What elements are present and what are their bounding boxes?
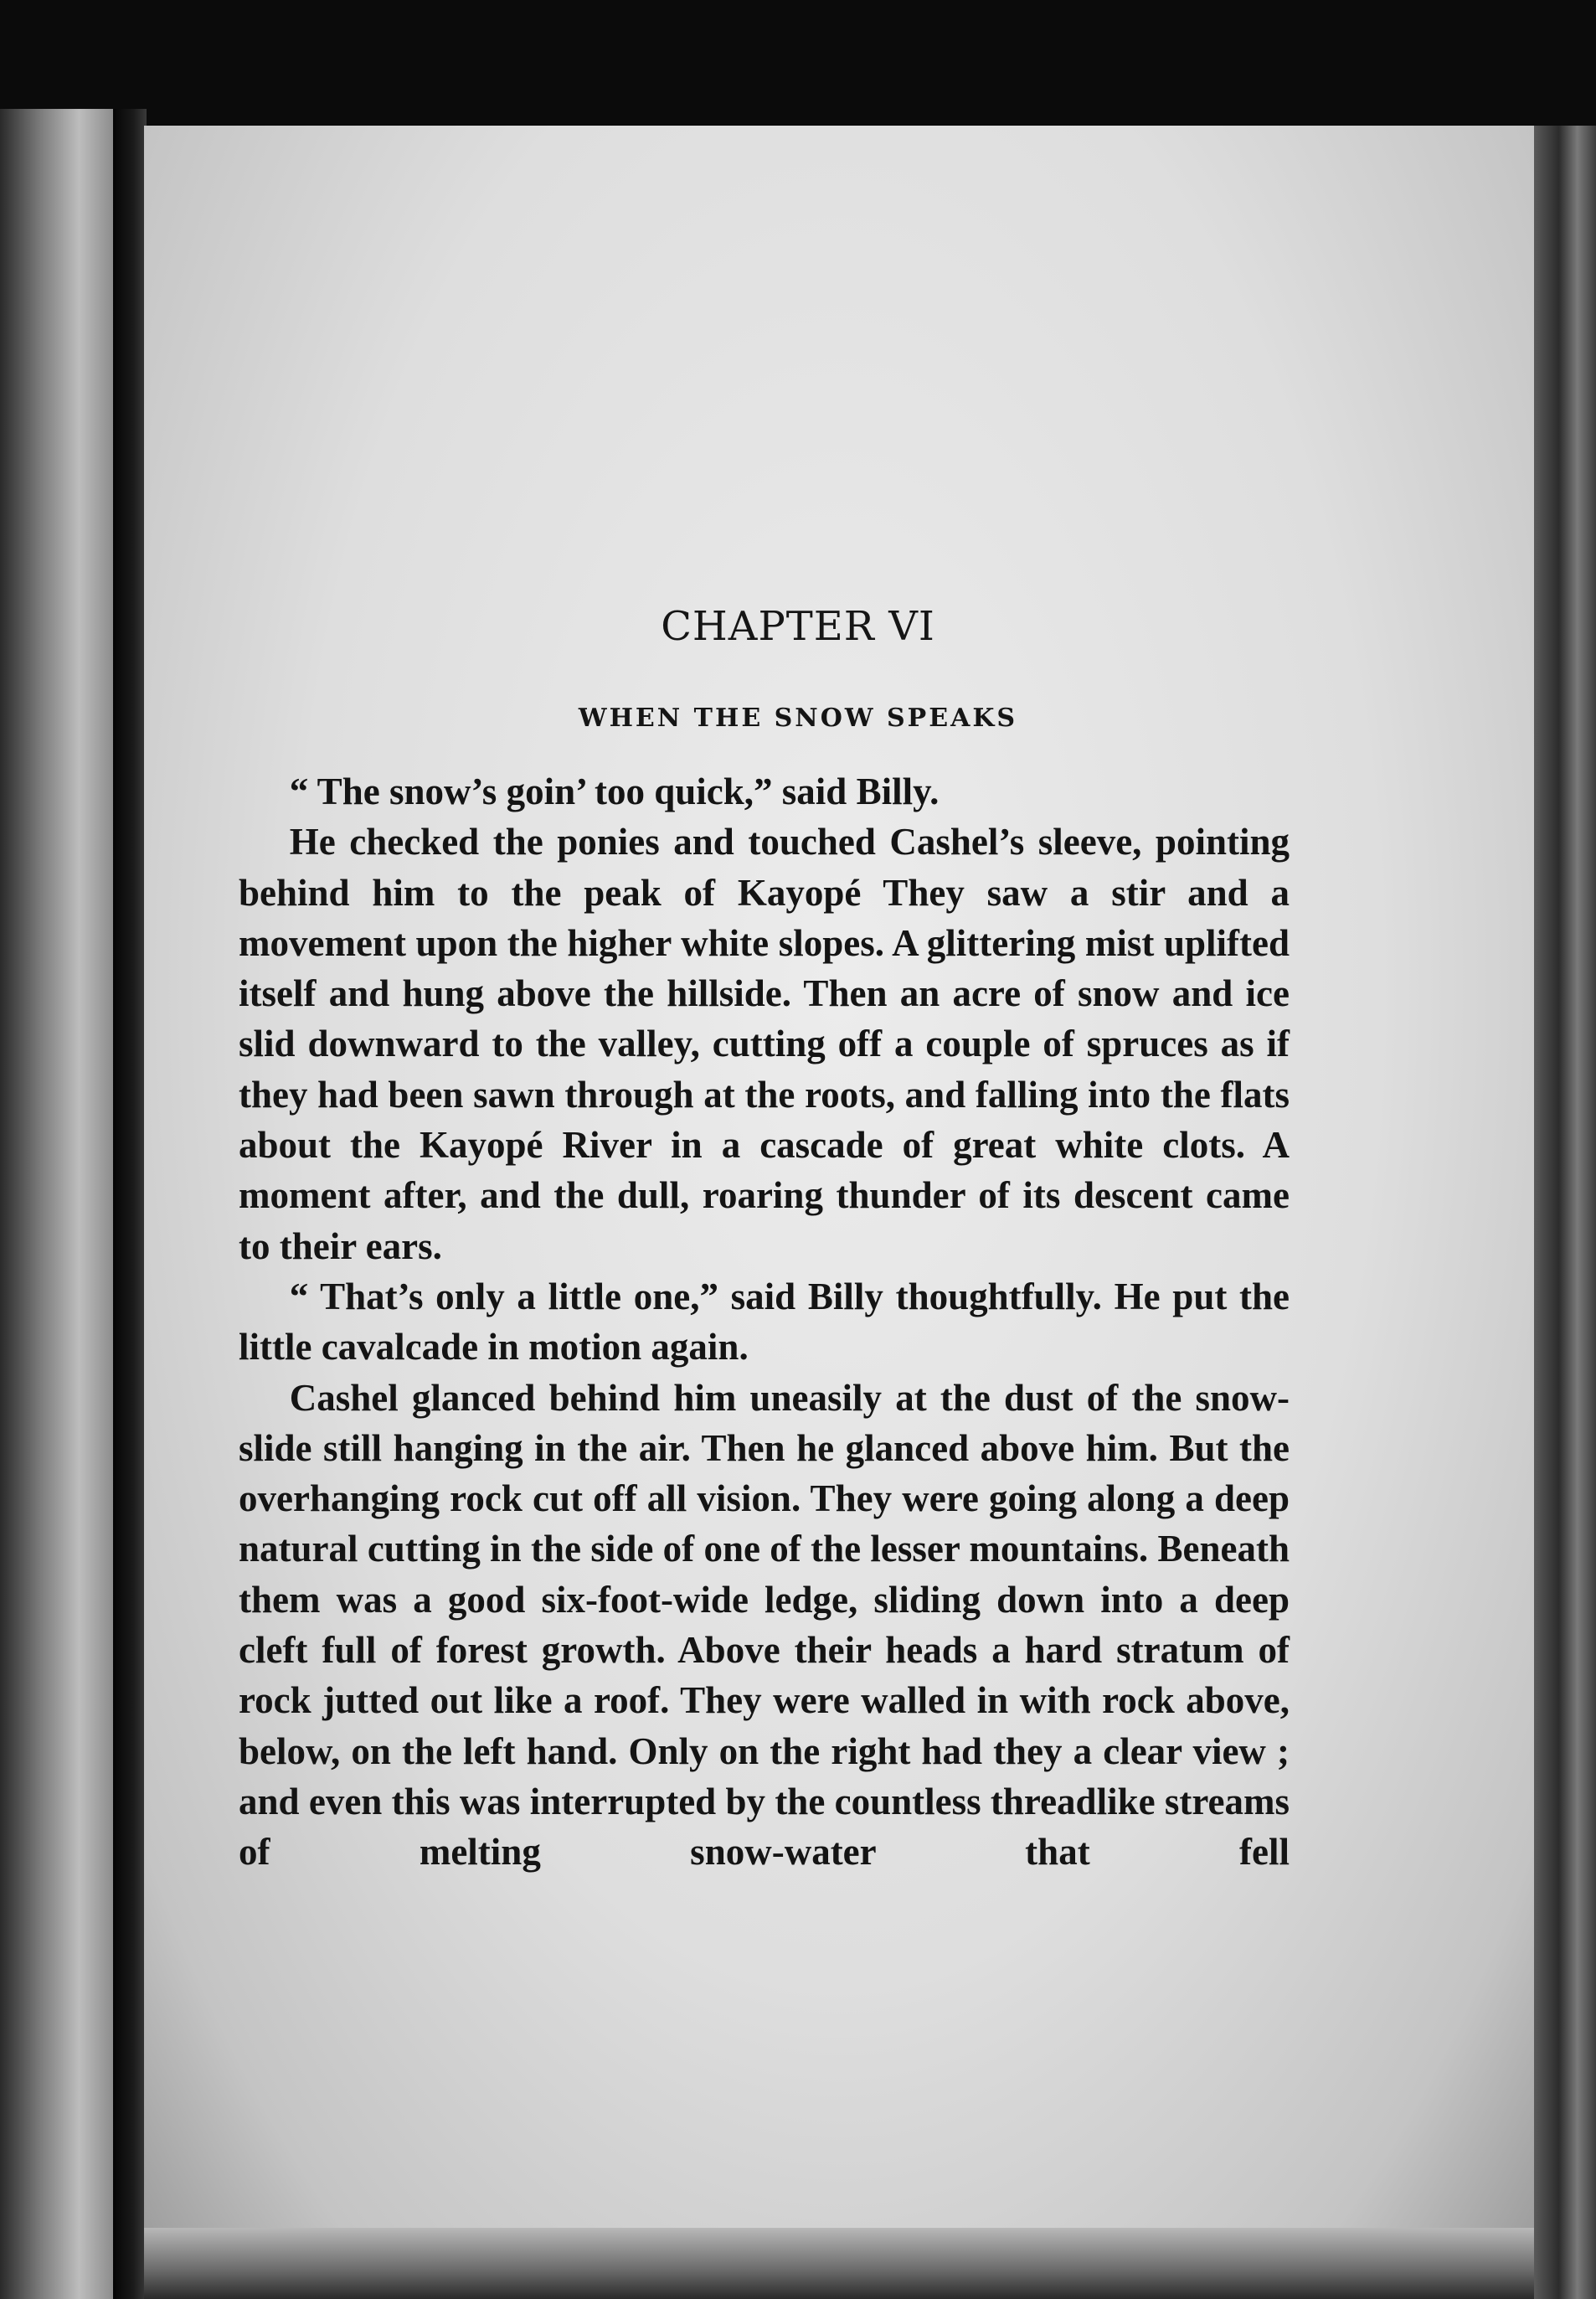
chapter-title: CHAPTER VI xyxy=(661,603,935,650)
left-page-edge xyxy=(0,109,113,2299)
paragraph: “ The snow’s goin’ too quick,” said Billy. xyxy=(289,771,940,812)
paragraph: “ That’s only a little one,” said Billy thoughtfully. He put the little cavalcade in motion again. xyxy=(239,1275,1290,1369)
body-text xyxy=(239,766,1290,1878)
chapter-subtitle: WHEN THE SNOW SPEAKS xyxy=(578,704,1018,733)
gutter-shadow xyxy=(113,109,147,2299)
paragraph: Cashel glanced behind him uneasily at the dust of the snow-slide still hanging in the air. Then he glanced above him. But the overhanging rock cut off all vision. They were going along a deep natural cutting in the side of one of the lesser mountains. Beneath them was a good six-foot-wide ledge, sliding down into a deep cleft full of forest growth. Above their heads a hard stratum of rock jutted out like a roof. They were walled in with rock above, below, on the left hand. Only on the right had they a clear view ; and even this was interrupted by the countless threadlike streams of melting snow-water that fell xyxy=(239,1376,1290,1874)
right-page-edge xyxy=(1534,126,1596,2299)
paragraph: He checked the ponies and touched Cashel’s sleeve, pointing behind him to the peak of Kayopé They saw a stir and a movement upon the higher white slopes. A glittering mist uplifted itself and hung above the hillside. Then an acre of snow and ice slid downward to the valley, cutting off a couple of spruces as if they had been sawn through at the roots, and falling into the flats about the Kayopé River in a cascade of great white clots. A moment after, and the dull, roaring thunder of its descent came to their ears. xyxy=(239,821,1290,1267)
bottom-page-edge xyxy=(144,2228,1534,2299)
